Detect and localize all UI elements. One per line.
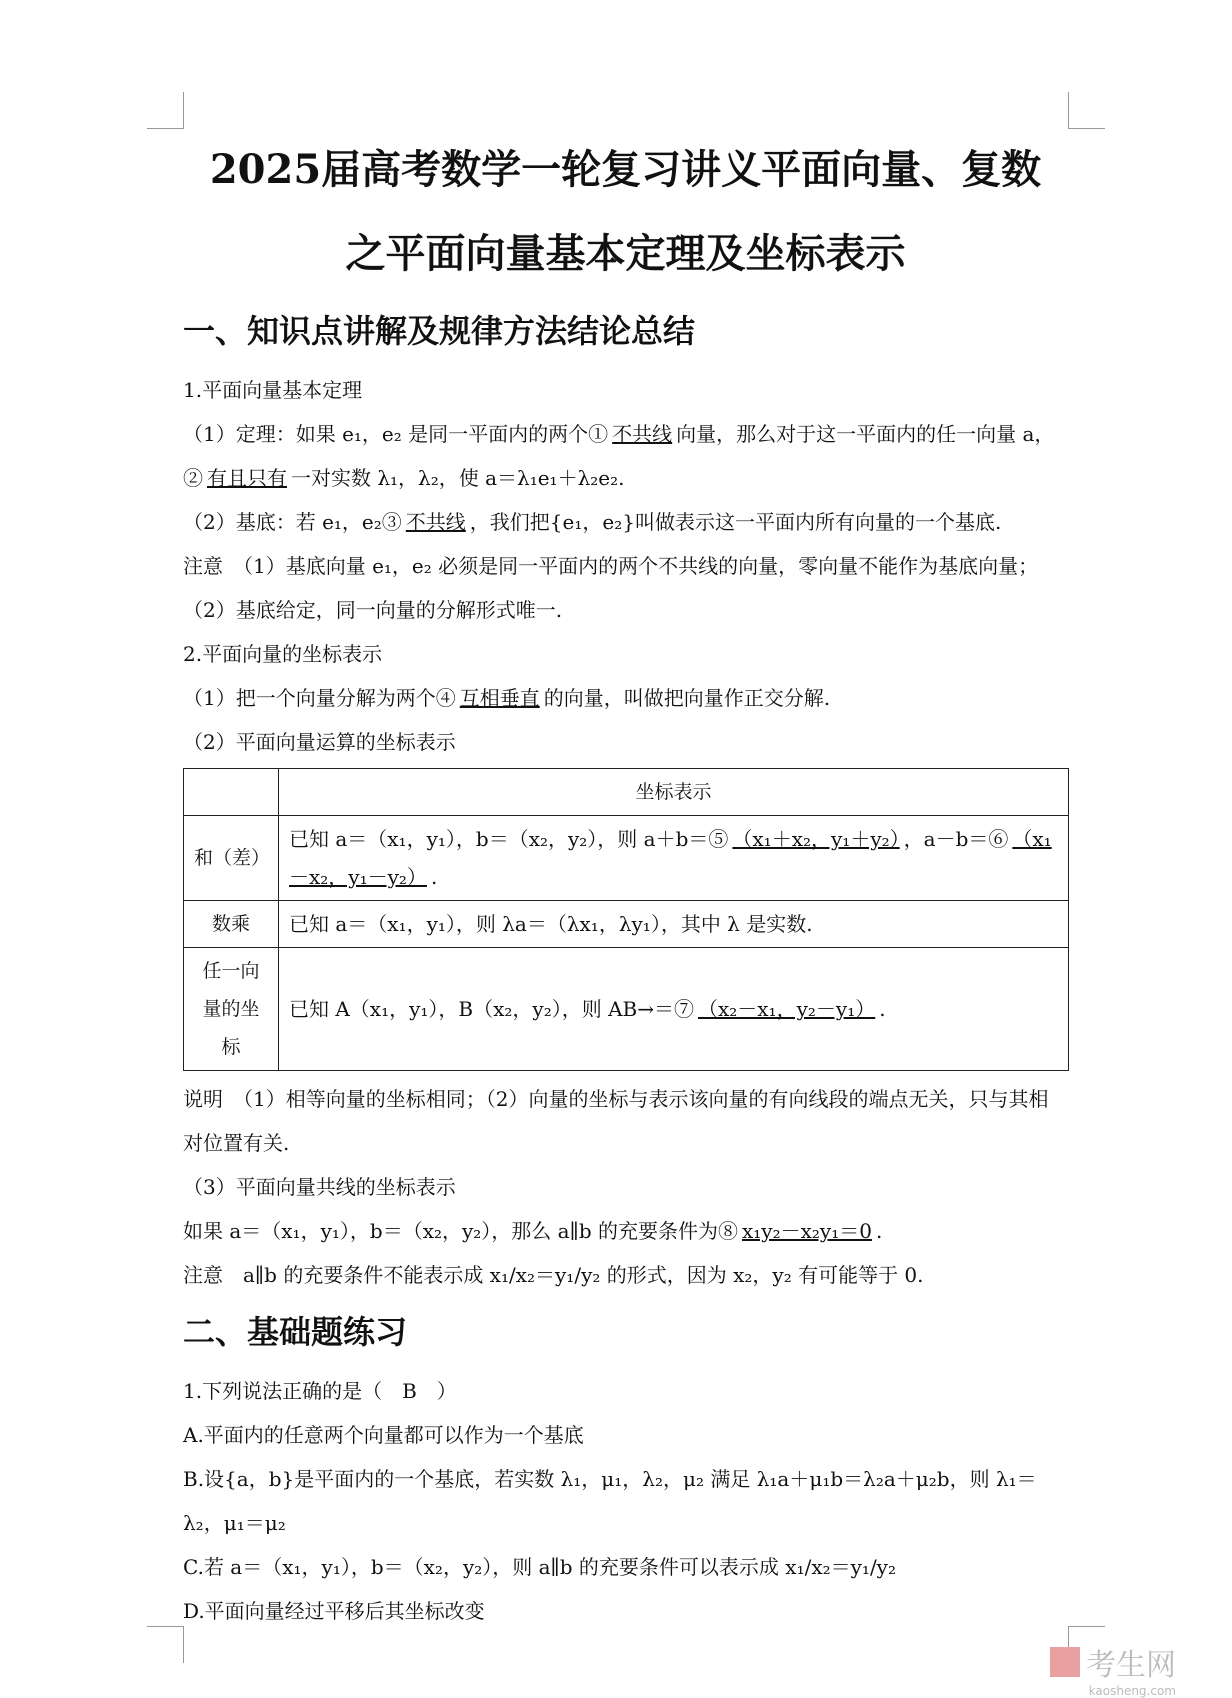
- table-cell: [184, 769, 279, 816]
- paragraph: 2.平面向量的坐标表示: [183, 642, 383, 666]
- text: .: [875, 1219, 883, 1243]
- table-row: [184, 948, 1069, 1071]
- section-2-heading: 二、基础题练习: [183, 1313, 408, 1351]
- question-1: 1.下列说法正确的是（ B ）: [183, 1379, 457, 1403]
- text: 已知 A（x₁，y₁），B（x₂，y₂），则 AB→＝⑦: [289, 997, 694, 1021]
- title-line-2: 之平面向量基本定理及坐标表示: [345, 230, 906, 277]
- coordinate-table: [183, 768, 1069, 1071]
- table-header: 坐标表示: [279, 769, 1069, 816]
- section-1-heading: 一、知识点讲解及规律方法结论总结: [183, 312, 696, 350]
- text: 一对实数 λ₁，λ₂，使 a＝λ₁e₁＋λ₂e₂.: [291, 466, 625, 490]
- option-c: C.若 a＝（x₁，y₁），b＝（x₂，y₂），则 a∥b 的充要条件可以表示成 x₁/x₂＝y₁/y₂: [183, 1555, 896, 1579]
- text: 如果 a＝（x₁，y₁），b＝（x₂，y₂），那么 a∥b 的充要条件为⑧: [183, 1219, 738, 1243]
- row-label: 和（差）: [184, 816, 279, 901]
- option-a: A.平面内的任意两个向量都可以作为一个基底: [183, 1423, 584, 1447]
- text: 已知 a＝（x₁，y₁），b＝（x₂，y₂），则 a＋b＝⑤: [289, 827, 729, 851]
- fill-blank-1: 不共线: [612, 422, 673, 446]
- watermark-url: kaosheng.com: [1088, 1684, 1176, 1698]
- fill-blank-5: （x₁＋x₂，y₁＋y₂）: [732, 827, 900, 851]
- fill-blank-8: x₁y₂－x₂y₁＝0: [742, 1219, 872, 1243]
- note-paragraph: 注意 （1）基底向量 e₁，e₂ 必须是同一平面内的两个不共线的向量，零向量不能作为基底向量；（2）基底给定，同一向量的分解形式唯一.: [183, 554, 1039, 622]
- table-row: [184, 769, 1069, 816]
- option-b: B.设{a，b}是平面内的一个基底，若实数 λ₁，μ₁，λ₂，μ₂ 满足 λ₁a＋μ₁b＝λ₂a＋μ₂b，则 λ₁＝λ₂，μ₁＝μ₂: [183, 1467, 1037, 1535]
- table-cell: [279, 816, 1069, 901]
- option-d: D.平面向量经过平移后其坐标改变: [183, 1599, 485, 1623]
- table-row: [184, 901, 1069, 948]
- text: .: [430, 865, 438, 889]
- table-cell: [279, 948, 1069, 1071]
- fill-blank-4: 互相垂直: [459, 686, 540, 710]
- paragraph: （3）平面向量共线的坐标表示: [183, 1175, 456, 1199]
- fill-blank-7: （x₂－x₁，y₂－y₁）: [697, 997, 876, 1021]
- kaosheng-logo-icon: [1050, 1647, 1080, 1677]
- table-cell: 已知 a＝（x₁，y₁），则 λa＝（λx₁，λy₁），其中 λ 是实数.: [279, 901, 1069, 948]
- corner-mark-bottom-left: [147, 1626, 184, 1663]
- theorem-paragraph: [183, 412, 1068, 500]
- table-row: [184, 816, 1069, 901]
- text: （2）基底：若 e₁，e₂③: [183, 510, 402, 534]
- watermark-name: 考生网: [1086, 1648, 1176, 1683]
- corner-mark-top-right: [1068, 92, 1105, 129]
- paragraph: [183, 676, 1068, 720]
- fill-blank-3: 不共线: [405, 510, 466, 534]
- text: ，我们把{e₁，e₂}叫做表示这一平面内所有向量的一个基底.: [469, 510, 1002, 534]
- text: .: [879, 997, 886, 1021]
- explain-paragraph: 说明 （1）相等向量的坐标相同；（2）向量的坐标与表示该向量的有向线段的端点无关，只与其相对位置有关.: [183, 1087, 1049, 1155]
- row-label: 任一向量的坐标: [184, 948, 279, 1071]
- collinear-paragraph: [183, 1209, 1068, 1253]
- document-page: [183, 128, 1068, 1633]
- text: 向量，那么对于这一平面内的任一向量 a，②: [183, 422, 1055, 490]
- text: （1）定理：如果 e₁，e₂ 是同一平面内的两个①: [183, 422, 609, 446]
- paragraph: 1.平面向量基本定理: [183, 378, 363, 402]
- fill-blank-2: 有且只有: [207, 466, 287, 490]
- watermark: [1050, 1640, 1176, 1698]
- text: 的向量，叫做把向量作正交分解.: [543, 686, 831, 710]
- row-label: 数乘: [184, 901, 279, 948]
- text: ，a－b＝⑥: [903, 827, 1009, 851]
- title-line-1: 2025届高考数学一轮复习讲义平面向量、复数: [209, 146, 1042, 193]
- fill-blank-6: （x₁－x₂，y₁－y₂）: [289, 827, 1052, 889]
- corner-mark-top-left: [147, 92, 184, 129]
- paragraph: （2）平面向量运算的坐标表示: [183, 730, 456, 754]
- note-paragraph: 注意 a∥b 的充要条件不能表示成 x₁/x₂＝y₁/y₂ 的形式，因为 x₂，y₂ 有可能等于 0.: [183, 1263, 924, 1287]
- basis-paragraph: [183, 500, 1068, 544]
- text: （1）把一个向量分解为两个④: [183, 686, 456, 710]
